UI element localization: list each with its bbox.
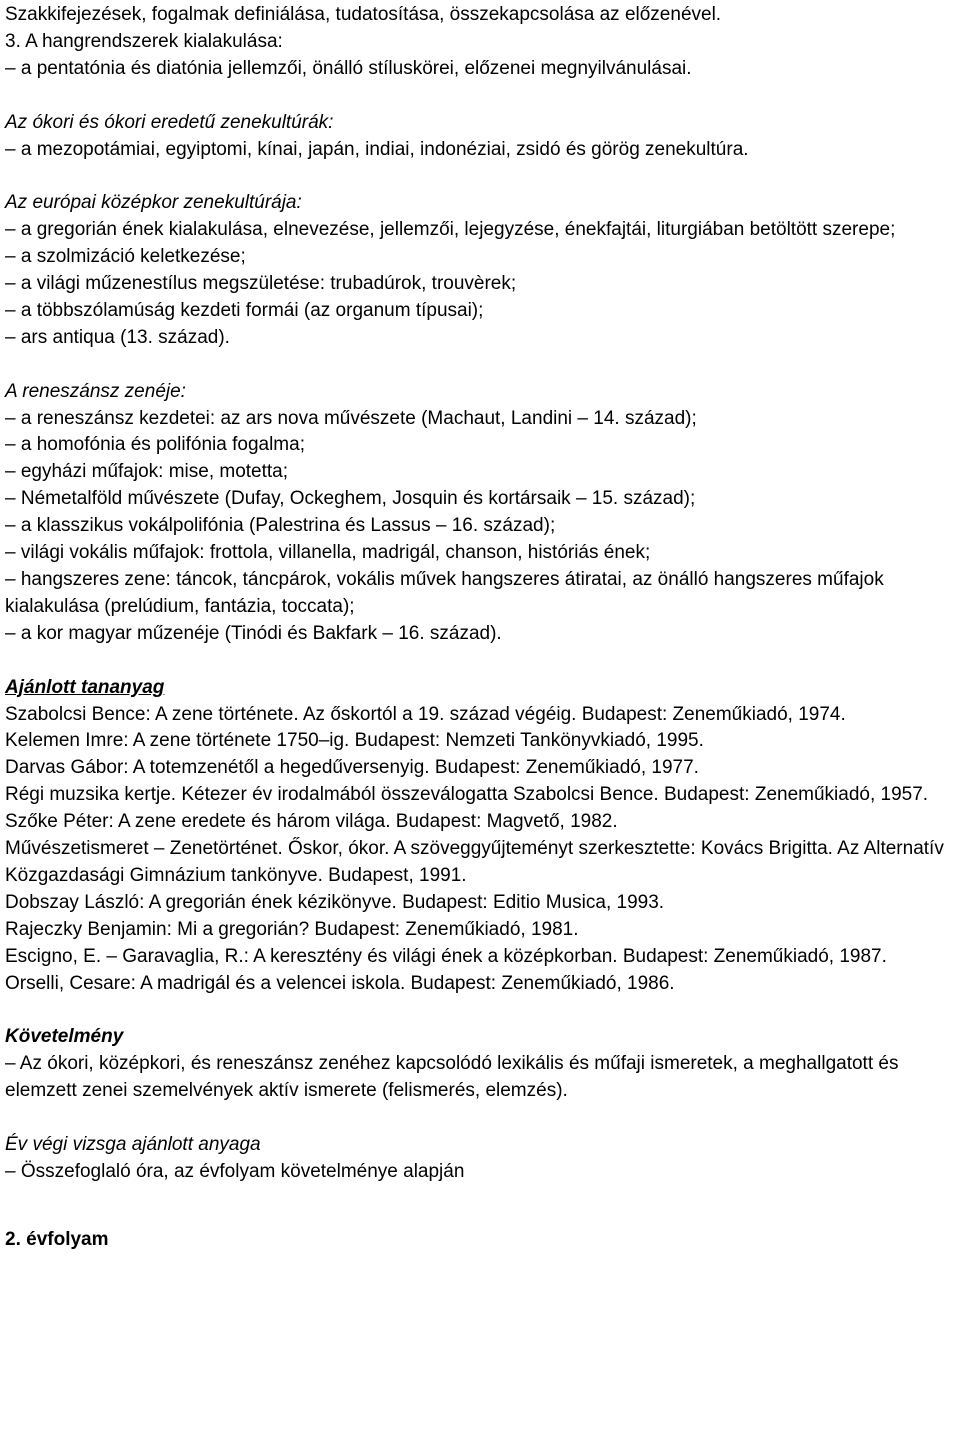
exam-heading: Év végi vizsga ajánlott anyaga [5,1133,261,1155]
document-page [5,0,957,1254]
medieval-item: – a szolmizáció keletkezése; [5,246,246,268]
next-year-heading: 2. évfolyam [5,1228,109,1250]
requirement-text: – Az ókori, középkori, és reneszánsz zenéhez kapcsolódó lexikális és műfaji ismeretek, a meghallgatott és elemzett zenei szemelvények aktív ismerete (felismerés, elemzés). [5,1053,899,1102]
renaissance-item: – hangszeres zene: táncok, táncpárok, vokális művek hangszeres átiratai, az önálló hangszeres műfajok kialakulása (prelúdium, fantázia, toccata); [5,568,884,617]
renaissance-heading: A reneszánsz zenéje: [5,380,186,402]
requirement-heading: Követelmény [5,1026,124,1048]
medieval-item: – a világi műzenestílus megszületése: trubadúrok, trouvèrek; [5,273,517,295]
medieval-heading: Az európai középkor zenekultúrája: [5,192,302,214]
renaissance-item: – világi vokális műfajok: frottola, villanella, madrigál, chanson, históriás ének; [5,542,651,564]
bibliography-entry: Művészetismeret – Zenetörténet. Őskor, ókor. A szöveggyűjteményt szerkesztette: Kovács Brigitta. Az Alternatív Közgazdasági Gimnázium tankönyve. Budapest, 1991. [5,838,944,886]
renaissance-item: – a homofónia és polifónia fogalma; [5,434,305,456]
bibliography-entry: Orselli, Cesare: A madrigál és a velencei iskola. Budapest: Zeneműkiadó, 1986. [5,972,675,994]
medieval-item: – ars antiqua (13. század). [5,326,230,348]
bibliography-entry: Rajeczky Benjamin: Mi a gregorián? Budapest: Zeneműkiadó, 1981. [5,918,579,940]
renaissance-item: – a reneszánsz kezdetei: az ars nova művészete (Machaut, Landini – 14. század); [5,407,697,429]
bibliography-entry: Dobszay László: A gregorián ének kézikönyve. Budapest: Editio Musica, 1993. [5,891,665,913]
renaissance-item: – a kor magyar műzenéje (Tinódi és Bakfark – 16. század). [5,622,502,644]
recommended-heading: Ajánlott tananyag [5,676,165,698]
bibliography-entry: Darvas Gábor: A totemzenétől a hegedűversenyig. Budapest: Zeneműkiadó, 1977. [5,757,699,779]
pentatonic-item: – a pentatónia és diatónia jellemzői, önálló stíluskörei, előzenei megnyilvánulásai. [5,57,692,79]
bibliography-entry: Escigno, E. – Garavaglia, R.: A keresztény és világi ének a középkorban. Budapest: Zeneműkiadó, 1987. [5,945,887,967]
intro-line-1: Szakkifejezések, fogalmak definiálása, tudatosítása, összekapcsolása az előzenével. [5,4,722,25]
bibliography-entry: Szabolcsi Bence: A zene története. Az őskortól a 19. század végéig. Budapest: Zeneműkiadó, 1974. [5,703,846,725]
renaissance-item: – a klasszikus vokálpolifónia (Palestrina és Lassus – 16. század); [5,515,556,537]
renaissance-item: – Németalföld művészete (Dufay, Ockeghem, Josquin és kortársaik – 15. század); [5,488,696,510]
ancient-item: – a mezopotámiai, egyiptomi, kínai, japán, indiai, indonéziai, zsidó és görög zenekultúra. [5,138,749,160]
ancient-heading: Az ókori és ókori eredetű zenekultúrák: [5,111,334,133]
medieval-item: – a többszólamúság kezdeti formái (az organum típusai); [5,299,484,321]
exam-text: – Összefoglaló óra, az évfolyam követelménye alapján [5,1160,465,1182]
bibliography-entry: Régi muzsika kertje. Kétezer év irodalmából összeválogatta Szabolcsi Bence. Budapest: Zeneműkiadó, 1957. [5,784,929,806]
renaissance-item: – egyházi műfajok: mise, motetta; [5,461,289,483]
medieval-item: – a gregorián ének kialakulása, elnevezése, jellemzői, lejegyzése, énekfajtái, liturgiában betöltött szerepe; [5,219,896,241]
bibliography-entry: Szőke Péter: A zene eredete és három világa. Budapest: Magvető, 1982. [5,811,618,833]
bibliography-entry: Kelemen Imre: A zene története 1750–ig. Budapest: Nemzeti Tankönyvkiadó, 1995. [5,730,704,752]
section-3-title: 3. A hangrendszerek kialakulása: [5,30,283,52]
